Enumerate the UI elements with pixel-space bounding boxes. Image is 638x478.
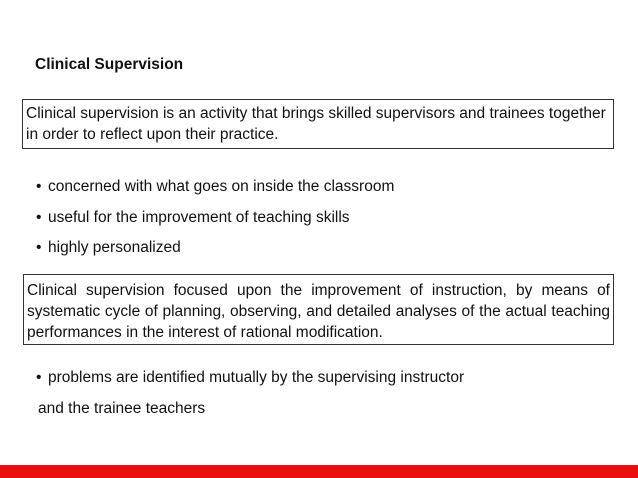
- bullet-text: problems are identified mutually by the supervising instructor: [48, 369, 465, 386]
- bullet-dot: •: [36, 209, 42, 226]
- bullet-dot: •: [36, 239, 42, 256]
- definition-box-2: Clinical supervision focused upon the improvement of instruction, by means of systematic cycle of planning, observing, and detailed analyses of the actual teaching performances in the interest of rational modification.: [23, 274, 614, 345]
- bullet-item: [36, 368, 464, 388]
- bullet-continuation: and the trainee teachers: [38, 400, 206, 417]
- bullet-text: useful for the improvement of teaching skills: [48, 209, 350, 226]
- bullet-item: [36, 238, 181, 258]
- bullet-text: concerned with what goes on inside the classroom: [48, 178, 395, 195]
- bullet-dot: •: [36, 178, 42, 195]
- footer-accent-bar: [0, 465, 638, 478]
- bullet-dot: •: [36, 369, 42, 386]
- bullet-item: [36, 177, 394, 197]
- definition-box-1: Clinical supervision is an activity that brings skilled supervisors and trainees together in order to reflect upon their practice.: [22, 99, 614, 149]
- slide-title: Clinical Supervision: [35, 56, 184, 73]
- bullet-item: [36, 208, 350, 228]
- bullet-text: highly personalized: [48, 239, 181, 256]
